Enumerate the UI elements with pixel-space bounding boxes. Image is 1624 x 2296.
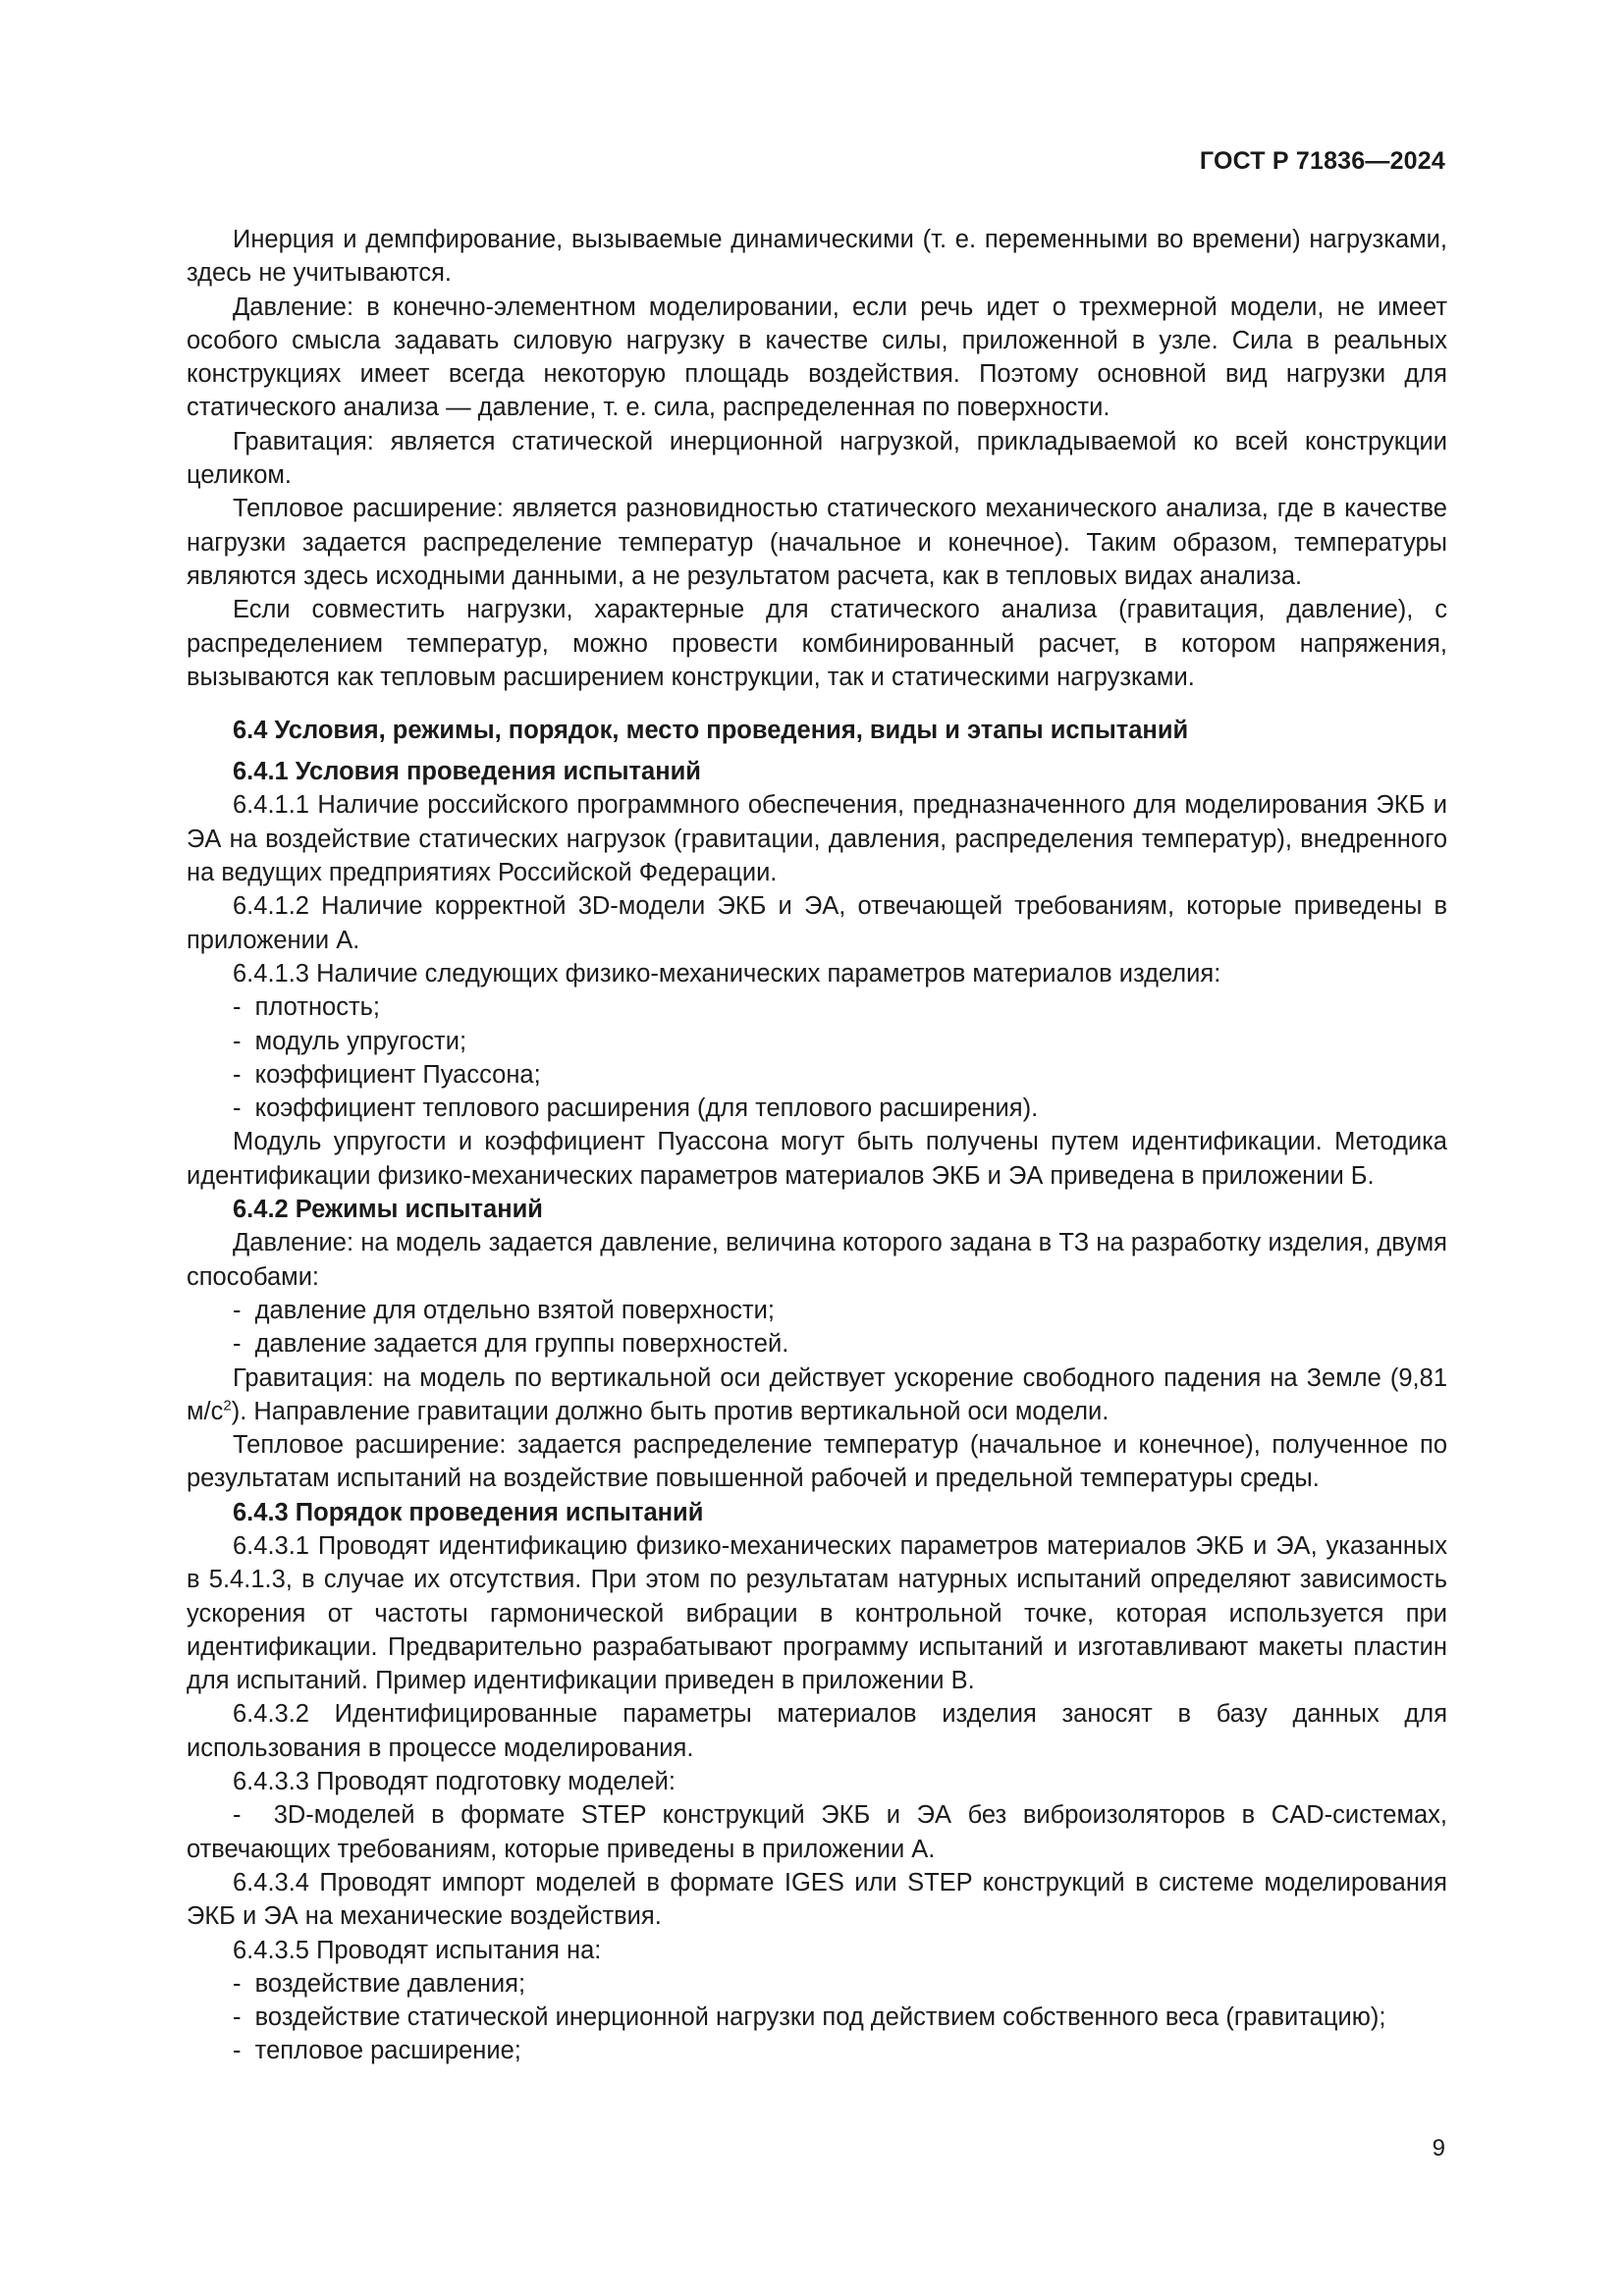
intro-paragraph: Гравитация: является статической инерционной нагрузкой, прикладываемой ко всей конструкции целиком. bbox=[187, 427, 1447, 490]
list-item: - плотность; bbox=[233, 993, 381, 1022]
clause-6-4-1-3: 6.4.1.3 Наличие следующих физико-механических параметров материалов изделия: bbox=[233, 959, 1221, 988]
list-item: - 3D-моделей в формате STEP конструкций ЭКБ и ЭА без виброизоляторов в CAD-системах, отвечающих требованиям, которые приведены в приложении А. bbox=[187, 1801, 1447, 1863]
section-6-4-2-heading: 6.4.2 Режимы испытаний bbox=[233, 1196, 543, 1224]
list-item: - коэффициент теплового расширения (для теплового расширения). bbox=[233, 1095, 1039, 1123]
pressure-mode: Давление: на модель задается давление, величина которого задана в ТЗ на разработку изделия, двумя способами: bbox=[187, 1229, 1447, 1291]
list-item: - тепловое расширение; bbox=[233, 2037, 521, 2065]
intro-paragraph: Если совместить нагрузки, характерные для статического анализа (гравитация, давление), с распределением температур, можно провести комбинированный расчет, в котором напряжения, вызываются как тепловым расширением конструкции, так и статическими нагрузками. bbox=[187, 596, 1447, 691]
intro-paragraph: Инерция и демпфирование, вызываемые динамическими (т. е. переменными во времени) нагрузками, здесь не учитываются. bbox=[187, 226, 1447, 288]
page-number: 9 bbox=[1432, 2135, 1445, 2162]
gravity-mode: Гравитация: на модель по вертикальной оси действует ускорение свободного падения на Земле (9,81 $м/с^2$). Направление гравитации должно быть против вертикальной оси модели. bbox=[187, 1363, 1447, 1425]
list-item: - давление для отдельно взятой поверхности; bbox=[233, 1296, 775, 1324]
document-header: ГОСТ Р 71836—2024 bbox=[1199, 147, 1445, 175]
clause-6-4-3-3: 6.4.3.3 Проводят подготовку моделей: bbox=[233, 1768, 676, 1796]
clause-6-4-1-1: 6.4.1.1 Наличие российского программного обеспечения, предназначенного для моделирования ЭКБ и ЭА на воздействие статических нагрузок (гравитации, давления, распределения температур), внедренного на ведущих предприятиях Российской Федерации. bbox=[187, 791, 1447, 887]
intro-paragraph: Тепловое расширение: является разновидностью статического механического анализа, где в качестве нагрузки задается распределение температур (начальное и конечное). Таким образом, температуры являются здесь исходными данными, а не результатом расчета, как в тепловых видах анализа. bbox=[187, 495, 1447, 590]
list-item: - воздействие давления; bbox=[233, 1969, 526, 1998]
clause-6-4-3-4: 6.4.3.4 Проводят импорт моделей в формате IGES или STEP конструкций в системе моделирования ЭКБ и ЭА на механические воздействия. bbox=[187, 1868, 1447, 1931]
list-item: - коэффициент Пуассона; bbox=[233, 1060, 541, 1089]
clause-6-4-3-1: 6.4.3.1 Проводят идентификацию физико-механических параметров материалов ЭКБ и ЭА, указанных в 5.4.1.3, в случае их отсутствия. При этом по результатам натурных испытаний определяют зависимость ускорения от частоты гармонической вибрации в контрольной точке, которая используется при идентификации. Предварительно разрабатывают программу испытаний и изготавливают макеты пластин для испытаний. Пример идентификации приведен в приложении В. bbox=[187, 1531, 1447, 1695]
clause-6-4-3-5: 6.4.3.5 Проводят испытания на: bbox=[233, 1936, 602, 1964]
section-6-4-1-heading: 6.4.1 Условия проведения испытаний bbox=[233, 758, 701, 786]
section-6-4-3-heading: 6.4.3 Порядок проведения испытаний bbox=[233, 1498, 704, 1526]
clause-6-4-1-2: 6.4.1.2 Наличие корректной 3D-модели ЭКБ и ЭА, отвечающей требованиям, которые приведены в приложении А. bbox=[187, 892, 1447, 954]
intro-paragraph: Давление: в конечно-элементном моделировании, если речь идет о трехмерной модели, не имеет особого смысла задавать силовую нагрузку в качестве силы, приложенной в узле. Сила в реальных конструкциях имеет всегда некоторую площадь воздействия. Поэтому основной вид нагрузки для статического анализа — давление, т. е. сила, распределенная по поверхности. bbox=[187, 293, 1447, 422]
section-6-4-heading: 6.4 Условия, режимы, порядок, место проведения, виды и этапы испытаний bbox=[233, 717, 1189, 745]
thermal-mode: Тепловое расширение: задается распределение температур (начальное и конечное), полученное по результатам испытаний на воздействие повышенной рабочей и предельной температуры среды. bbox=[187, 1431, 1447, 1493]
identification-note: Модуль упругости и коэффициент Пуассона могут быть получены путем идентификации. Методика идентификации физико-механических параметров материалов ЭКБ и ЭА приведена в приложении Б. bbox=[187, 1128, 1447, 1190]
list-item: - модуль упругости; bbox=[233, 1027, 467, 1055]
clause-6-4-3-2: 6.4.3.2 Идентифицированные параметры материалов изделия заносят в базу данных для использования в процессе моделирования. bbox=[187, 1700, 1447, 1762]
document-body bbox=[187, 223, 1447, 2068]
list-item: - воздействие статической инерционной нагрузки под действием собственного веса (гравитацию); bbox=[233, 2003, 1386, 2032]
list-item: - давление задается для группы поверхностей. bbox=[233, 1330, 789, 1359]
